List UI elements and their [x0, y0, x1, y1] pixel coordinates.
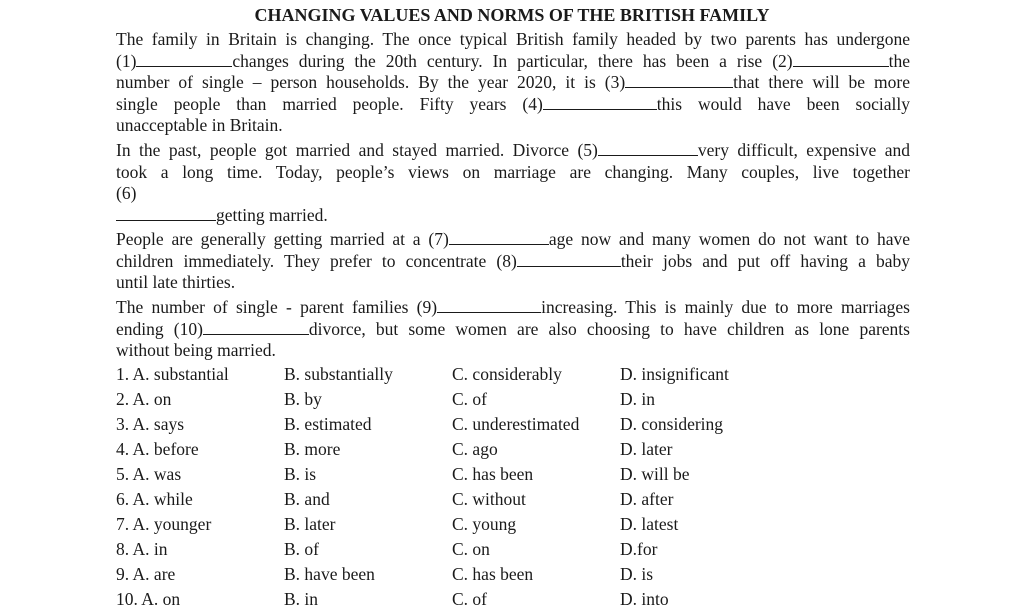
option-9c[interactable]: C. has been: [452, 564, 534, 584]
p3-line-2-text: children immediately. They prefer to concentrate (8): [116, 250, 517, 271]
p4-line-2-text: ending (10): [116, 318, 203, 339]
option-6d[interactable]: D. after: [620, 489, 674, 509]
option-row-2: [116, 389, 916, 414]
p1-line-3-end: that there will be more: [733, 72, 910, 92]
option-1a[interactable]: 1. A. substantial: [116, 364, 229, 384]
p3-line-1: [116, 229, 910, 251]
p2-line-3: (6): [116, 183, 137, 203]
option-9d[interactable]: D. is: [620, 564, 654, 584]
p1-line-5: unacceptable in Britain.: [116, 115, 283, 135]
option-row-5: [116, 464, 916, 489]
p4-line-1-text: The number of single - parent families (9): [116, 297, 438, 317]
option-10a[interactable]: 10. A. on: [116, 589, 181, 609]
option-1b[interactable]: B. substantially: [284, 364, 393, 384]
blank-2[interactable]: [793, 51, 889, 67]
blank-10[interactable]: [203, 319, 309, 335]
option-2b[interactable]: B. by: [284, 389, 322, 409]
blank-1[interactable]: [136, 51, 232, 67]
answer-options: [116, 364, 916, 614]
option-4b[interactable]: B. more: [284, 439, 341, 459]
option-1d[interactable]: D. insignificant: [620, 364, 729, 384]
blank-5[interactable]: [598, 140, 698, 156]
p2-line-1: [116, 140, 910, 162]
option-10d[interactable]: D. into: [620, 589, 669, 609]
worksheet-title: CHANGING VALUES AND NORMS OF THE BRITISH FAMILY: [254, 5, 770, 25]
p2-line-4-text: getting married.: [216, 204, 328, 225]
p4-line-1: [116, 297, 910, 319]
option-10c[interactable]: C. of: [452, 589, 487, 609]
option-3a[interactable]: 3. A. says: [116, 414, 185, 434]
option-8d[interactable]: D.for: [620, 539, 658, 559]
blank-7[interactable]: [449, 229, 549, 245]
p1-line-2-end: the: [888, 50, 910, 71]
p2-line-1-end: very difficult, expensive and: [697, 140, 910, 160]
p2-line-1-text: In the past, people got married and stayed married. Divorce (5): [116, 140, 598, 160]
p3-line-3: until late thirties.: [116, 272, 236, 292]
p1-line-4-text: single people than married people. Fifty years (4): [116, 93, 543, 114]
paragraph-2: [116, 140, 910, 226]
option-8c[interactable]: C. on: [452, 539, 490, 559]
option-3c[interactable]: C. underestimated: [452, 414, 580, 434]
blank-label-1: (1): [116, 50, 137, 71]
option-9a[interactable]: 9. A. are: [116, 564, 176, 584]
option-4a[interactable]: 4. A. before: [116, 439, 199, 459]
option-4d[interactable]: D. later: [620, 439, 673, 459]
blank-4[interactable]: [543, 94, 657, 110]
paragraph-3: [116, 229, 910, 294]
option-3d[interactable]: D. considering: [620, 414, 724, 434]
p1-line-4-end: this would have been socially: [656, 93, 910, 114]
option-6b[interactable]: B. and: [284, 489, 330, 509]
p3-line-1-text: People are generally getting married at a (7): [116, 229, 449, 249]
p4-line-2: [116, 319, 910, 341]
option-5c[interactable]: C. has been: [452, 464, 534, 484]
paragraph-1: [116, 29, 910, 137]
p3-line-2-end: their jobs and put off having a baby: [620, 250, 910, 271]
option-3b[interactable]: B. estimated: [284, 414, 372, 434]
option-row-9: [116, 564, 916, 589]
p1-line-3-text: number of single – person households. By the year 2020, it is (3): [116, 72, 626, 92]
p4-line-1-end: increasing. This is mainly due to more marriages: [541, 297, 910, 317]
p1-line-2: [116, 51, 910, 73]
option-1c[interactable]: C. considerably: [452, 364, 562, 384]
option-row-3: [116, 414, 916, 439]
option-row-6: [116, 489, 916, 514]
option-7d[interactable]: D. latest: [620, 514, 679, 534]
p1-line-2-text: changes during the 20th century. In particular, there has been a rise (2): [232, 50, 793, 71]
blank-8[interactable]: [517, 251, 621, 267]
p4-line-2-end: divorce, but some women are also choosing to have children as lone parents: [308, 318, 910, 339]
option-6c[interactable]: C. without: [452, 489, 526, 509]
p3-line-2: [116, 251, 910, 273]
option-2a[interactable]: 2. A. on: [116, 389, 172, 409]
option-row-8: [116, 539, 916, 564]
option-8b[interactable]: B. of: [284, 539, 319, 559]
option-4c[interactable]: C. ago: [452, 439, 498, 459]
option-row-4: [116, 439, 916, 464]
option-5b[interactable]: B. is: [284, 464, 317, 484]
option-2d[interactable]: D. in: [620, 389, 655, 409]
option-5a[interactable]: 5. A. was: [116, 464, 182, 484]
p3-line-1-end: age now and many women do not want to have: [548, 229, 910, 249]
option-5d[interactable]: D. will be: [620, 464, 690, 484]
option-9b[interactable]: B. have been: [284, 564, 375, 584]
option-7a[interactable]: 7. A. younger: [116, 514, 212, 534]
blank-6[interactable]: [116, 205, 216, 221]
p1-line-3: [116, 72, 910, 94]
p2-line-2: took a long time. Today, people’s views on marriage are changing. Many couples, live together: [116, 161, 910, 182]
option-row-7: [116, 514, 916, 539]
option-7c[interactable]: C. young: [452, 514, 517, 534]
paragraph-4: [116, 297, 910, 362]
option-row-1: [116, 364, 916, 389]
blank-9[interactable]: [437, 297, 541, 313]
option-8a[interactable]: 8. A. in: [116, 539, 168, 559]
option-7b[interactable]: B. later: [284, 514, 336, 534]
p1-line-1: The family in Britain is changing. The once typical British family headed by two parents has undergone: [116, 29, 910, 49]
option-6a[interactable]: 6. A. while: [116, 489, 193, 509]
option-10b[interactable]: B. in: [284, 589, 319, 609]
p2-line-4: [116, 205, 910, 227]
p1-line-4: [116, 94, 910, 116]
option-row-10: [116, 589, 916, 614]
blank-3[interactable]: [625, 72, 733, 88]
option-2c[interactable]: C. of: [452, 389, 487, 409]
p4-line-3: without being married.: [116, 340, 276, 360]
